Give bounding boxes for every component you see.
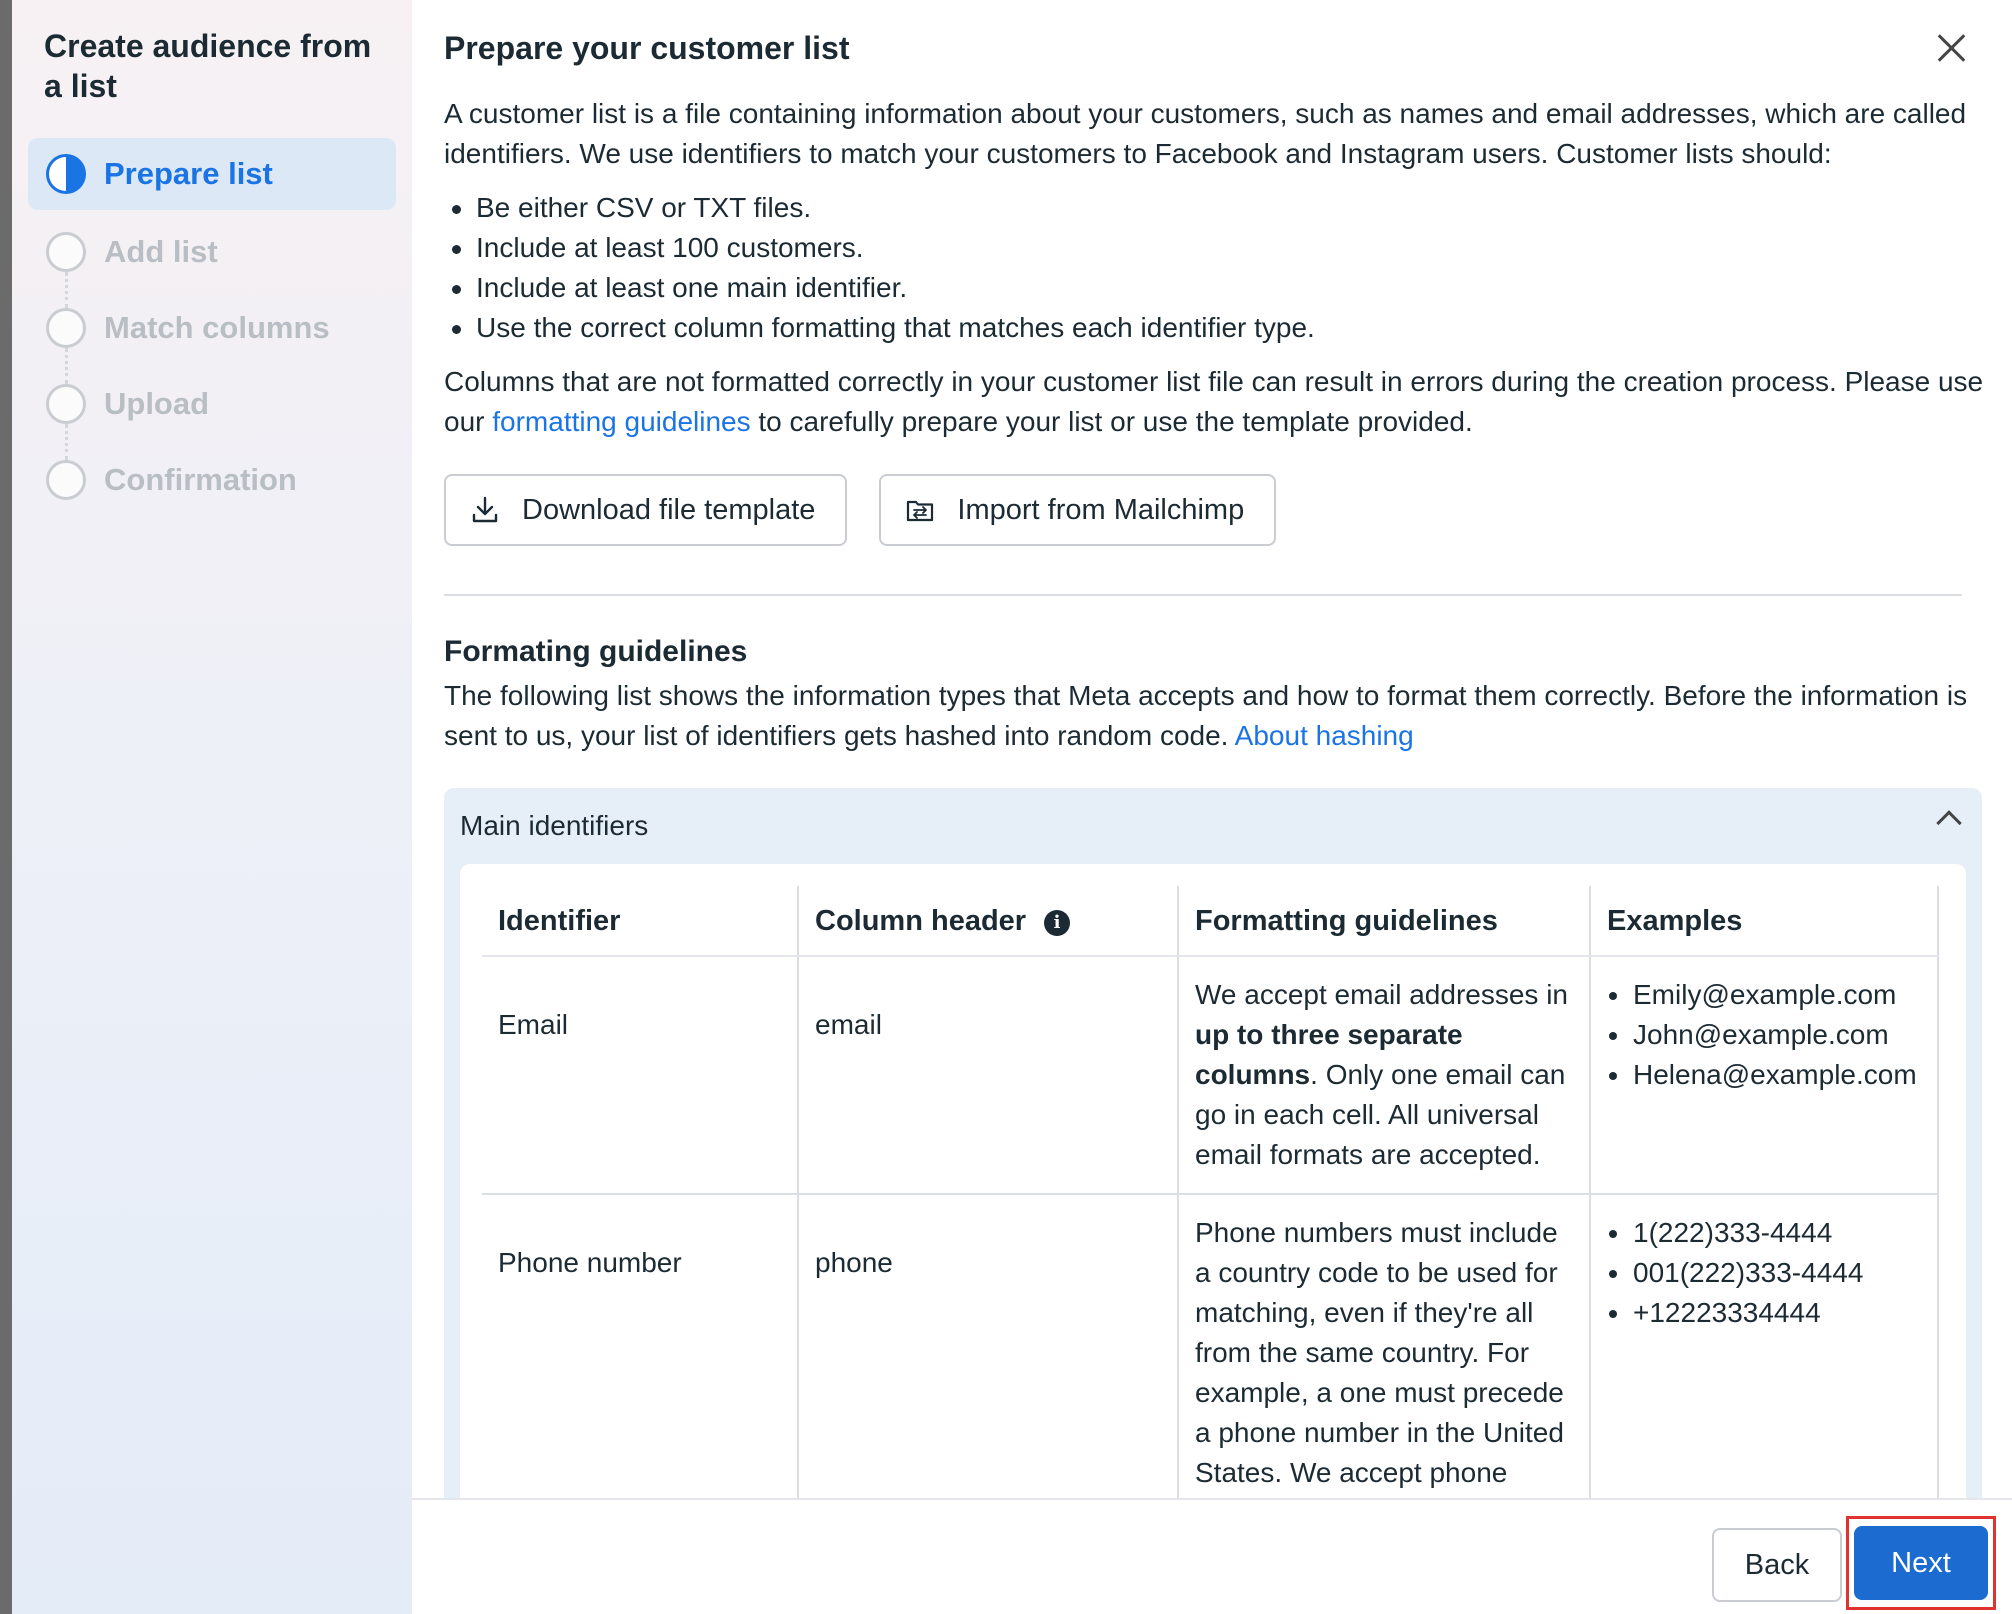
section-divider — [444, 594, 1962, 596]
step-upload[interactable] — [28, 366, 396, 442]
columns-note-pre: Columns that are not formatted correctly in your customer list file can result in errors during the creation process. Please use our — [444, 366, 1984, 437]
sidebar — [12, 0, 412, 1614]
empty-circle-icon — [46, 308, 86, 348]
examples-list — [1607, 1213, 1921, 1333]
accordion-body — [460, 864, 1966, 1508]
guideline-text: We accept email addresses in — [1195, 979, 1568, 1010]
action-buttons — [444, 474, 1984, 546]
main-identifiers-accordion — [444, 788, 1982, 1508]
formatting-guidelines-link[interactable]: formatting guidelines — [492, 406, 751, 437]
table-row — [482, 1194, 1938, 1508]
cell-column-header: phone — [798, 1194, 1178, 1508]
main-panel — [412, 0, 2012, 1614]
list-item: 001(222)333-4444 — [1607, 1253, 1921, 1293]
list-item: Include at least one main identifier. — [444, 268, 1984, 308]
cell-guideline — [1178, 956, 1590, 1194]
guidelines-description: The following list shows the information types that Meta accepts and how to format them correctly. Before the information is sent to us, your list of identifiers gets hashed into random code. — [444, 680, 1968, 751]
cell-column-header: email — [798, 956, 1178, 1194]
step-label: Upload — [104, 386, 210, 421]
header-column-header-label: Column header — [815, 904, 1027, 937]
sidebar-title: Create audience from a list — [44, 28, 372, 104]
content — [444, 26, 1984, 756]
page-title: Prepare your customer list — [444, 30, 850, 66]
empty-circle-icon — [46, 460, 86, 500]
step-match-columns[interactable] — [28, 290, 396, 366]
chevron-up-icon[interactable] — [1936, 810, 1961, 835]
next-button[interactable]: Next — [1854, 1526, 1988, 1600]
guideline-text: . Only one email can go in each cell. All universal email formats are accepted. — [1195, 1059, 1566, 1170]
list-item: Be either CSV or TXT files. — [444, 188, 1984, 228]
step-label: Add list — [104, 234, 218, 269]
header-examples: Examples — [1590, 886, 1938, 956]
list-item: Emily@example.com — [1607, 975, 1921, 1015]
list-item: +12223334444 — [1607, 1293, 1921, 1333]
about-hashing-link[interactable]: About hashing — [1234, 720, 1414, 751]
table-row — [482, 956, 1938, 1194]
empty-circle-icon — [46, 232, 86, 272]
requirements-list — [444, 188, 1984, 348]
columns-note-post: to carefully prepare your list or use the template provided. — [758, 406, 1473, 437]
step-label: Match columns — [104, 310, 330, 345]
header-formatting-guidelines: Formatting guidelines — [1178, 886, 1590, 956]
table-header-row — [482, 886, 1938, 956]
info-icon[interactable]: i — [1044, 910, 1070, 936]
cell-identifier: Phone number — [482, 1194, 798, 1508]
step-add-list[interactable] — [28, 214, 396, 290]
guidelines-title: Formating guidelines — [444, 635, 748, 668]
download-template-button[interactable] — [444, 474, 847, 546]
list-item: John@example.com — [1607, 1015, 1921, 1055]
accordion-title: Main identifiers — [460, 810, 649, 841]
window-edge — [0, 0, 12, 1614]
columns-note — [444, 362, 1984, 442]
download-icon — [470, 495, 500, 525]
step-list — [28, 138, 396, 518]
header-identifier: Identifier — [482, 886, 798, 956]
list-item: Use the correct column formatting that matches each identifier type. — [444, 308, 1984, 348]
intro-text: A customer list is a file containing information about your customers, such as names and email addresses, which are called identifiers. We use identifiers to match your customers to Facebook and Instagram users. Customer lists should: — [444, 98, 1967, 169]
examples-list — [1607, 975, 1921, 1095]
list-item: Include at least 100 customers. — [444, 228, 1984, 268]
step-label: Confirmation — [104, 462, 297, 497]
empty-circle-icon — [46, 384, 86, 424]
guidelines-text — [444, 676, 1984, 756]
import-icon — [905, 495, 935, 525]
dialog-footer — [412, 1498, 2012, 1614]
half-circle-progress-icon — [46, 154, 86, 194]
cell-guideline: Phone numbers must include a country code to be used for matching, even if they're all from the same country. For example, a one must precede a phone number in the United States. We accept phone — [1178, 1194, 1590, 1508]
step-prepare-list[interactable] — [28, 138, 396, 210]
cell-identifier: Email — [482, 956, 798, 1194]
step-label: Prepare list — [104, 156, 273, 191]
list-item: Helena@example.com — [1607, 1055, 1921, 1095]
list-item: 1(222)333-4444 — [1607, 1213, 1921, 1253]
import-mailchimp-label: Import from Mailchimp — [957, 493, 1245, 526]
identifiers-table — [482, 886, 1939, 1508]
guideline-bold: up to three separate columns — [1195, 1019, 1463, 1090]
download-template-label: Download file template — [522, 493, 816, 526]
import-mailchimp-button[interactable] — [879, 474, 1276, 546]
back-button[interactable]: Back — [1712, 1528, 1842, 1602]
cell-examples — [1590, 956, 1938, 1194]
cell-examples — [1590, 1194, 1938, 1508]
header-column-header — [798, 886, 1178, 956]
step-confirmation[interactable] — [28, 442, 396, 518]
accordion-header[interactable] — [444, 788, 1982, 864]
